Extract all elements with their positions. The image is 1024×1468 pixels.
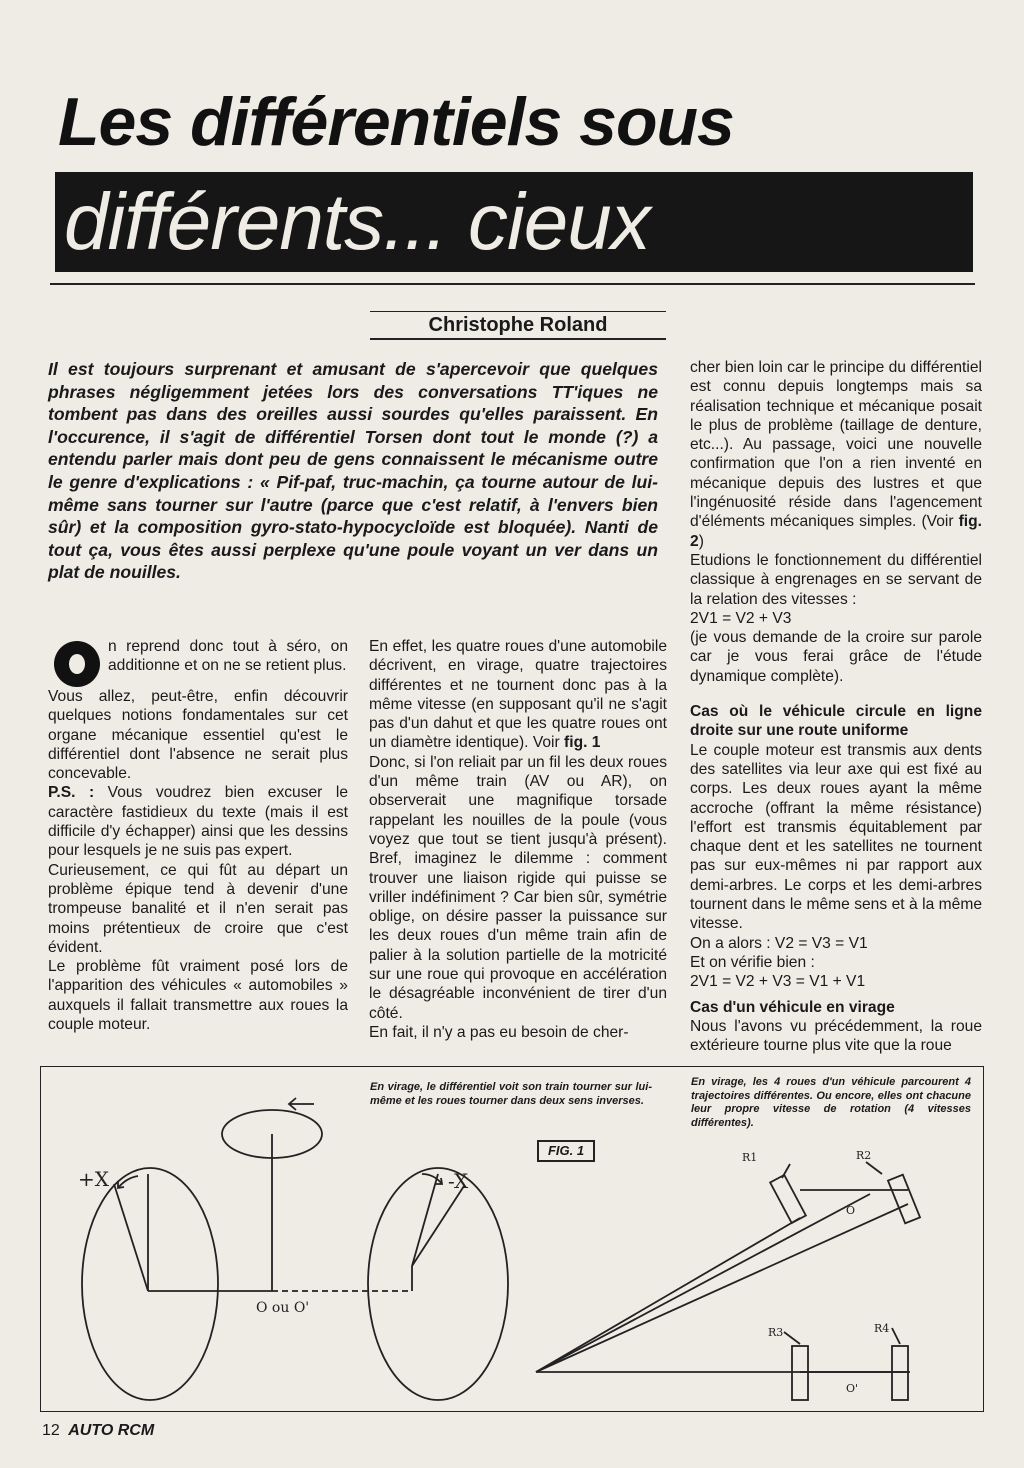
label-r2: R2	[856, 1149, 872, 1162]
paragraph	[690, 358, 982, 551]
right-wheel	[368, 1168, 508, 1400]
paragraph: Le problème fût vraiment posé lors de l'apparition des véhicules « automobiles » auxquels il fallait transmettre aux roues la couple moteur.	[48, 958, 348, 1034]
wheel-r4	[892, 1346, 908, 1400]
left-wheel	[82, 1168, 218, 1400]
label-center: O ou O'	[256, 1300, 310, 1316]
page-number: 12	[42, 1422, 60, 1439]
subheading: Cas où le véhicule circule en ligne droite sur une route uniforme	[690, 703, 982, 740]
paragraph-text: cher bien loin car le principe du différentiel est connu depuis longtemps mais sa réalisation technique et mécanique posait le plus de problème (taillage de denture, etc...). Au passage, voici une nouvelle confirmation que l'on a rien inventé en mécanique depuis des lustres et que l'ingénuosité réside dans l'agencement d'éléments mécaniques simples. (Voir	[690, 359, 982, 531]
text-column-1	[48, 637, 348, 1034]
subheading: Cas d'un véhicule en virage	[690, 998, 895, 1016]
equation: On a alors : V2 = V3 = V1	[690, 934, 868, 952]
paragraph: Nous l'avons vu précédemment, la roue extérieure tourne plus vite que la roue	[690, 1017, 982, 1055]
page-footer	[42, 1422, 154, 1440]
label-o-prime: O'	[846, 1382, 859, 1395]
label-o: O	[846, 1204, 856, 1217]
dropcap-o	[54, 641, 100, 687]
wheel-r3	[792, 1346, 808, 1400]
paragraph: En fait, il n'y a pas eu besoin de cher-	[369, 1023, 629, 1041]
figure-caption-right: En virage, les 4 roues d'un véhicule parcourent 4 trajectoires différentes. Ou encore, elles ont chacune leur propre vitesse de rotation (4 vitesses différentes).	[691, 1076, 971, 1129]
paragraph: Vous allez, peut-être, enfin découvrir quelques notions fondamentales sur cet organe mécanique essentiel qu'est le différentiel dont l'absence ne serait plus concevable.	[48, 688, 348, 783]
ps-text: Vous voudrez bien excuser le caractère fastidieux du texte (mais il est difficile d'y échapper) ainsi que les dessins pour lesquels je ne suis pas expert.	[48, 784, 349, 860]
turn-line	[536, 1194, 870, 1372]
paragraph: Le couple moteur est transmis aux dents des satellites via leur axe qui est fixé au corps. Les deux roues ayant la même accroche (offrant la même résistance) l'effort est transmis équitablement par chaque dent et les satellites ne tournent pas sur eux-mêmes ni par rapport aux demi-arbres. Le corps et les demi-arbres tournent dans le même sens et à la même vitesse.	[690, 741, 982, 933]
equation: 2V1 = V2 + V3 = V1 + V1	[690, 973, 866, 991]
label-minus-x: -X	[448, 1169, 469, 1193]
text-column-2	[369, 637, 667, 1042]
author-rule	[370, 311, 666, 312]
label-r3: R3	[768, 1326, 784, 1339]
headline-rule	[50, 283, 975, 285]
paragraph-text: )	[698, 532, 704, 550]
equation: 2V1 = V2 + V3	[690, 609, 792, 627]
text-column-3	[690, 358, 982, 1055]
magazine-name: AUTO RCM	[68, 1422, 155, 1439]
label-r4: R4	[874, 1322, 890, 1335]
plus-x-arrow	[118, 1176, 138, 1188]
paragraph-ps	[48, 783, 348, 860]
label-r1: R1	[742, 1151, 758, 1164]
label-plus-x: +X	[78, 1167, 109, 1191]
minus-x-arrow	[422, 1174, 442, 1184]
paragraph: Etudions le fonctionnement du différentiel classique à engrenages en se servant de la relation des vitesses :	[690, 551, 982, 608]
headline-line-2: différents... cieux	[64, 177, 650, 266]
paragraph-text: n reprend donc tout à séro, on additionne et on ne se retient plus.	[108, 638, 348, 675]
headline-line-1: Les différentiels sous	[58, 84, 734, 160]
ps-label: P.S. :	[48, 784, 95, 802]
figure-label: FIG. 1	[537, 1140, 595, 1162]
equation: Et on vérifie bien :	[690, 953, 815, 971]
figure-caption-left: En virage, le différentiel voit son train tourner sur lui-même et les roues tourner dans deux sens inverses.	[370, 1081, 652, 1107]
paragraph: Donc, si l'on reliait par un fil les deux roues d'un même train (AV ou AR), on observerait une magnifique torsade rappelant les nouilles de la poule (vous voyez que tout se tient jusqu'à présent). Bref, imaginez le dilemme : comment trouver une liaison rigide qui puisse se vriller indéfiniment ? Car bien sûr, symétrie oblige, on désire passer la puissance sur les deux roues d'un même train afin de palier à la solution partielle de la motricité sur une roue qui provoque en accélération le désagréable inconvénient de tirer d'un côté.	[369, 753, 667, 1022]
intro-lede: Il est toujours surprenant et amusant de s'apercevoir que quelques phrases négligemment jetées lors des conversations TT'iques ne tombent pas dans des oreilles aussi sourdes qu'elles paraissent. En l'occurence, il s'agit de différentiel Torsen dont tout le monde (?) a entendu parler mais dont peu de gens connaissent le mécanisme outre le genre d'explications : « Pif-paf, truc-machin, ça tourne autour de lui-même sans tourner sur l'autre (parce que c'est relatif, à l'envers bien sûr) et la composition gyro-stato-hypocycloïde est bloquée). Nanti de tout ça, vous êtes aussi perplexe qu'une poule voyant un ver dans un plat de nouilles.	[48, 359, 658, 583]
figure-ref: fig. 1	[564, 734, 601, 752]
paragraph: (je vous demande de la croire sur parole car je vous ferai grâce de l'étude dynamique complète).	[690, 629, 982, 685]
paragraph: Curieusement, ce qui fût au départ un problème épique tend à devenir d'une trompeuse banalité et il n'en serait pas moins prétentieux de croire que c'est évident.	[48, 861, 348, 956]
author-byline: Christophe Roland	[370, 313, 666, 340]
wheel-r1	[770, 1175, 806, 1223]
figure-ref: fig. 2	[690, 513, 982, 550]
turn-line	[536, 1218, 800, 1372]
paragraph	[369, 637, 667, 753]
paragraph-opening	[48, 637, 348, 676]
turn-line	[536, 1204, 908, 1372]
wheel-r2	[888, 1175, 920, 1224]
paragraph-text: En effet, les quatre roues d'une automobile décrivent, en virage, quatre trajectoires différentes et ne tournent donc pas à la même vitesse (en supposant qu'il ne s'agit pas d'un dahut et que les quatre roues ont un diamètre identique). Voir	[369, 638, 667, 752]
